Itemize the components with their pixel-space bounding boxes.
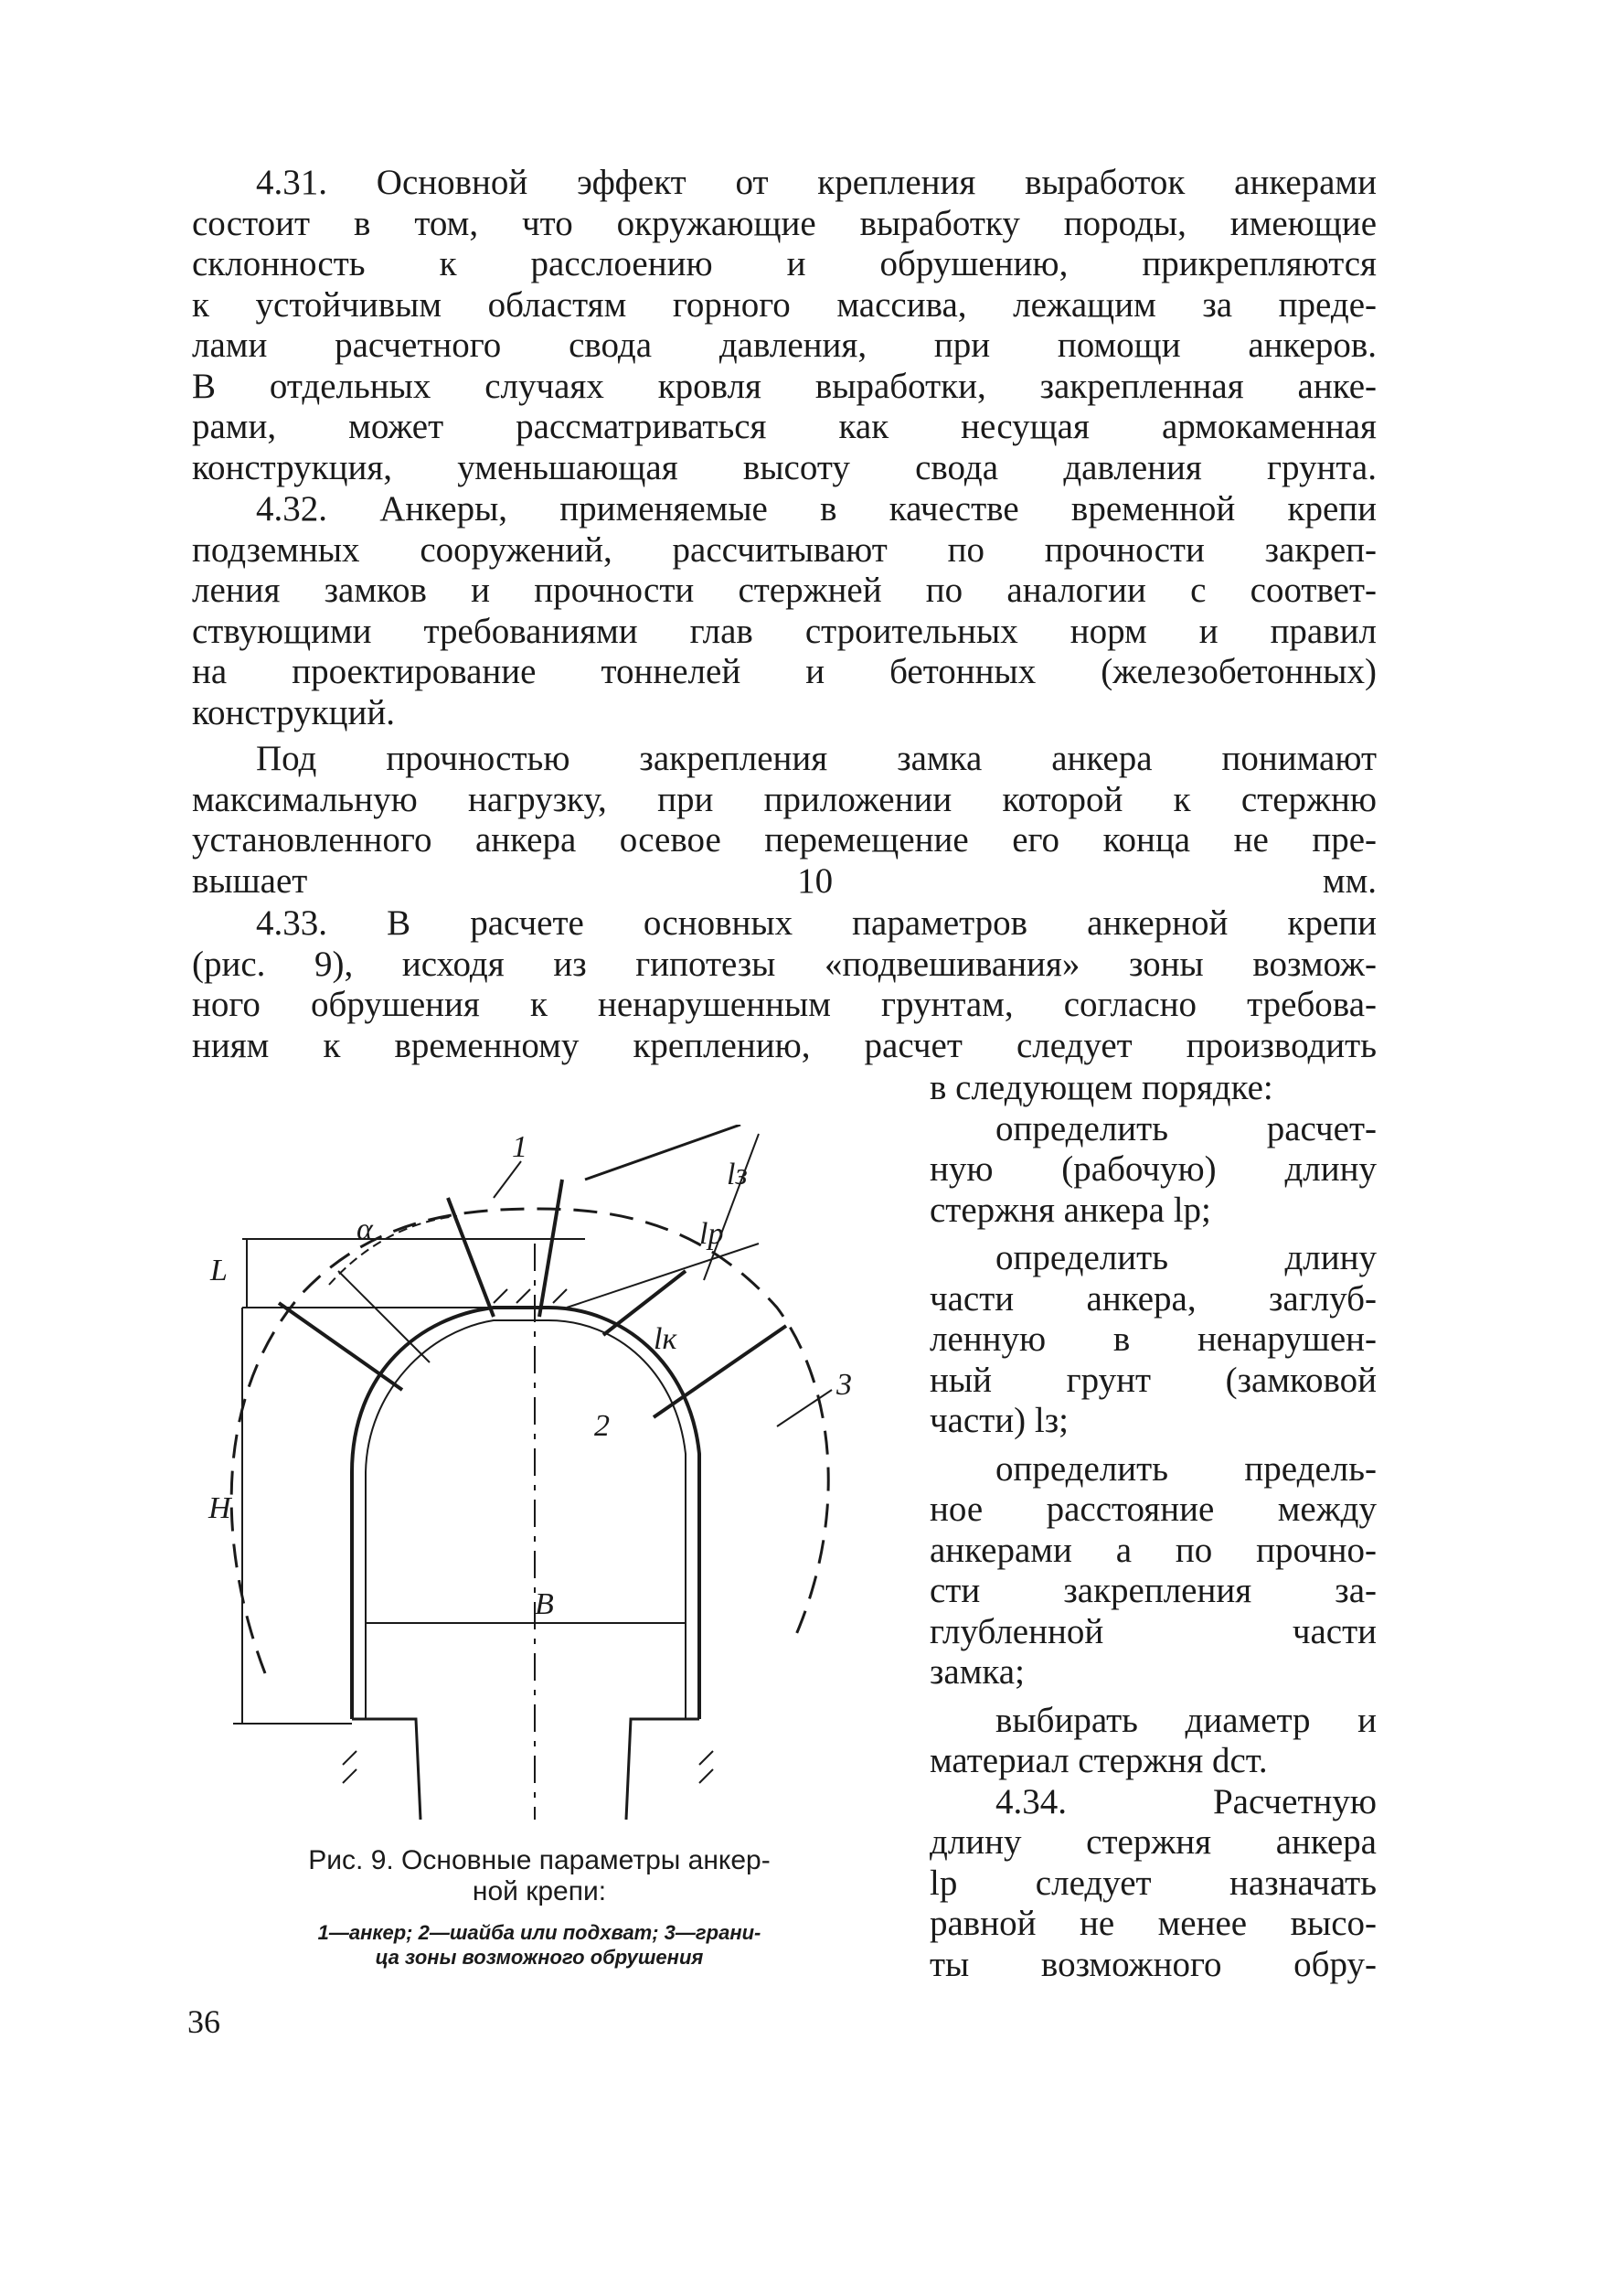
figure-caption bbox=[247, 1845, 832, 1907]
label-3: 3 bbox=[836, 1368, 852, 1402]
caption-line: Рис. 9. Основные параметры анкер- bbox=[308, 1845, 771, 1875]
text-line: ления замков и прочности стержней по аналогии с соответ- bbox=[192, 571, 1377, 610]
text-line: замка; bbox=[930, 1652, 1025, 1692]
legend-line: ца зоны возможного обрушения bbox=[375, 1946, 704, 1969]
text-line: сти закрепления за- bbox=[930, 1571, 1377, 1610]
paragraph-definition bbox=[192, 739, 1377, 902]
text-line: на проектирование тоннелей и бетонных (железобетонных) bbox=[192, 652, 1377, 691]
text-line: определить предель- bbox=[995, 1448, 1377, 1489]
text-line: 4.34. Расчетную bbox=[995, 1781, 1377, 1821]
label-alpha: α bbox=[357, 1212, 373, 1246]
text-line: анкерами a по прочно- bbox=[930, 1530, 1377, 1570]
text-line: ниям к временному креплению, расчет следует производить bbox=[192, 1025, 1377, 1065]
text-line: максимальную нагрузку, при приложении которой к стержню bbox=[192, 779, 1377, 819]
label-lp: lр bbox=[699, 1217, 724, 1251]
text-line: вышает 10 мм. bbox=[192, 860, 1377, 901]
text-line: подземных сооружений, рассчитывают по прочности закреп- bbox=[192, 529, 1377, 570]
text-line: Под прочностью закрепления замка анкера понимают bbox=[256, 739, 1377, 778]
text-line: длину стержня анкера bbox=[930, 1822, 1377, 1862]
text-line: части) lз; bbox=[930, 1401, 1069, 1440]
text-line: ный грунт (замковой bbox=[930, 1360, 1377, 1400]
figure-anchor-support-diagram bbox=[192, 1125, 887, 1820]
caption-line: ной крепи: bbox=[472, 1876, 607, 1906]
text-line: стержня анкера lр; bbox=[930, 1190, 1211, 1230]
label-1: 1 bbox=[512, 1130, 527, 1164]
paragraph-4-31 bbox=[192, 163, 1377, 488]
text-line: ты возможного обру- bbox=[930, 1944, 1377, 1984]
tunnel-contour bbox=[352, 1308, 699, 1719]
collapse-zone-boundary bbox=[231, 1209, 828, 1673]
figure-legend bbox=[238, 1920, 841, 1970]
text-line: состоит в том, что окружающие выработку породы, имеющие bbox=[192, 203, 1377, 243]
label-2: 2 bbox=[594, 1409, 610, 1443]
text-line: части анкера, заглуб- bbox=[930, 1278, 1377, 1319]
text-line: (рис. 9), исходя из гипотезы «подвешивания» зоны возмож- bbox=[192, 944, 1377, 984]
text-line: 4.33. В расчете основных параметров анкерной крепи bbox=[256, 903, 1377, 943]
text-line: 4.31. Основной эффект от крепления выработок анкерами bbox=[256, 163, 1377, 202]
text-line: лами расчетного свода давления, при помощи анкеров. bbox=[192, 326, 1377, 365]
text-line: ного обрушения к ненарушенным грунтам, согласно требова- bbox=[192, 985, 1377, 1024]
text-line: 4.32. Анкеры, применяемые в качестве временной крепи bbox=[256, 489, 1377, 529]
text-line: к устойчивым областям горного массива, лежащим за преде- bbox=[192, 284, 1377, 325]
text-line: равной не менее высо- bbox=[930, 1904, 1377, 1943]
label-lz: lз bbox=[727, 1158, 748, 1191]
text-line: в следующем порядке: bbox=[930, 1068, 1273, 1107]
text-line: определить расчет- bbox=[995, 1108, 1377, 1148]
text-line: lр следует назначать bbox=[930, 1863, 1377, 1903]
text-line: ное расстояние между bbox=[930, 1490, 1377, 1529]
text-line: конструкция, уменьшающая высоту свода давления грунта. bbox=[192, 447, 1377, 487]
text-line: ную (рабочую) длину bbox=[930, 1149, 1377, 1189]
text-line: склонность к расслоению и обрушению, прикрепляются bbox=[192, 244, 1377, 283]
text-line: В отдельных случаях кровля выработки, закрепленная анке- bbox=[192, 366, 1377, 406]
page-number: 36 bbox=[187, 2003, 220, 2040]
paragraph-4-32 bbox=[192, 489, 1377, 733]
text-line: ствующими требованиями глав строительных норм и правил bbox=[192, 611, 1377, 651]
label-B: B bbox=[535, 1587, 554, 1621]
label-H: H bbox=[208, 1491, 231, 1525]
right-column-text bbox=[930, 1068, 1377, 1985]
text-line: конструкций. bbox=[192, 692, 395, 732]
text-line: установленного анкера осевое перемещение его конца не пре- bbox=[192, 820, 1377, 860]
text-line: ленную в ненарушен- bbox=[930, 1319, 1377, 1359]
paragraph-4-33 bbox=[192, 903, 1377, 1066]
text-line: рами, может рассматриваться как несущая армокаменная bbox=[192, 407, 1377, 446]
label-lk: lк bbox=[654, 1322, 677, 1356]
text-line: выбирать диаметр и bbox=[995, 1700, 1377, 1740]
text-line: определить длину bbox=[995, 1238, 1377, 1277]
text-line: глубленной части bbox=[930, 1611, 1377, 1651]
label-L: L bbox=[210, 1254, 228, 1287]
text-line: материал стержня dст. bbox=[930, 1741, 1268, 1780]
legend-line: 1—анкер; 2—шайба или подхват; 3—грани- bbox=[317, 1921, 761, 1944]
